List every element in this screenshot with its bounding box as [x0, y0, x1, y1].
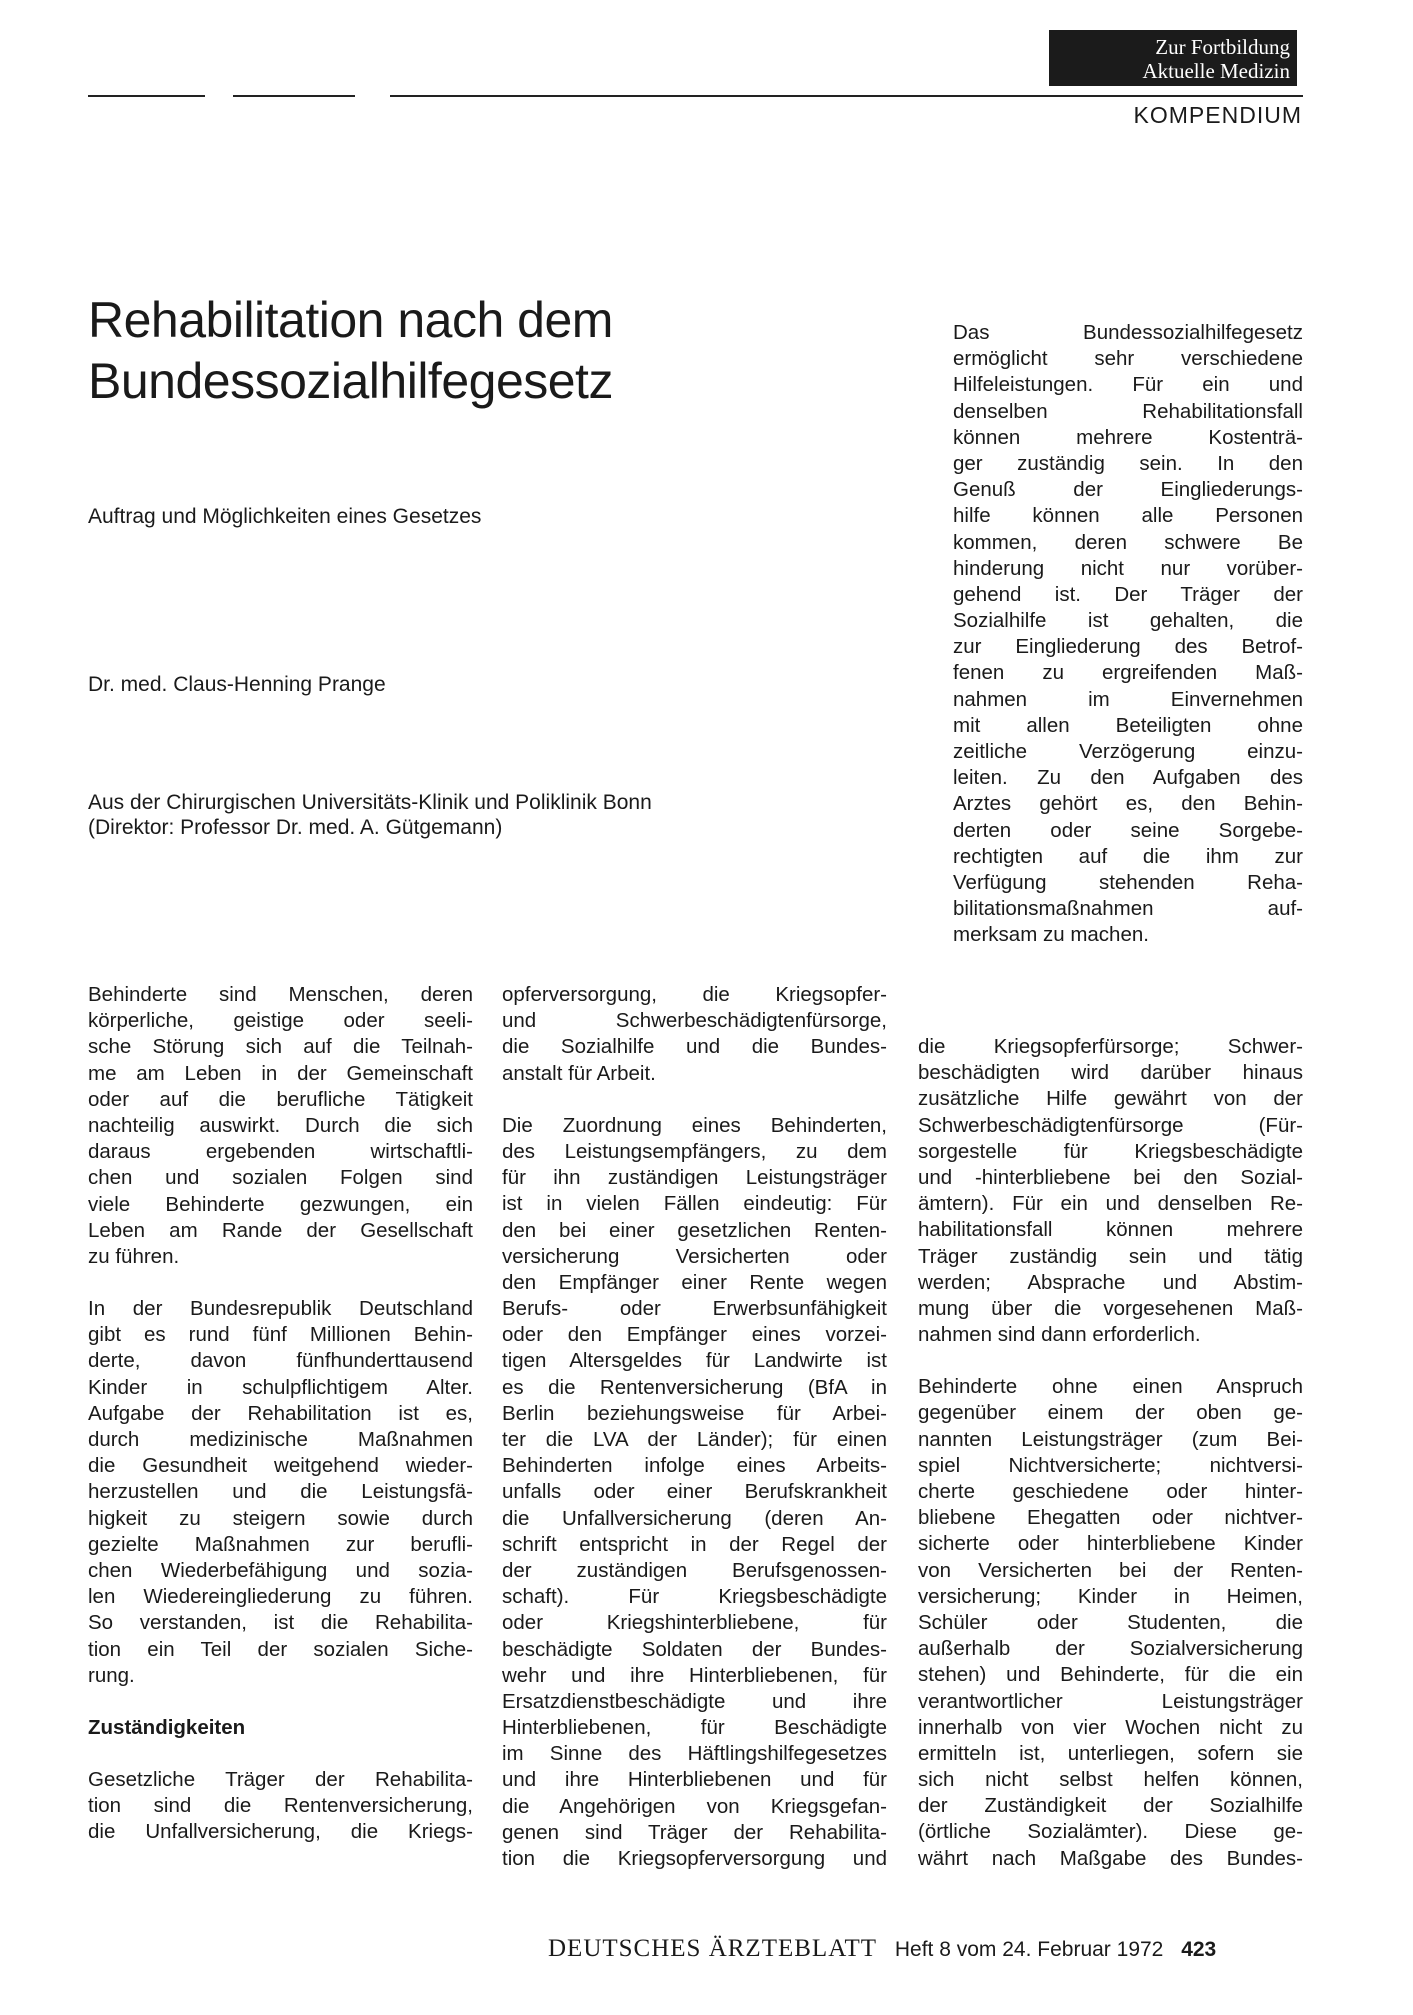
article-author: Dr. med. Claus-Henning Prange [88, 673, 386, 696]
text-line: Verfügung stehenden Reha- [953, 870, 1303, 894]
author-affiliation [88, 790, 652, 840]
journal-name: DEUTSCHES ÄRZTEBLATT [548, 1935, 878, 1962]
text-line: tion sind die Rentenversicherung, [88, 1794, 473, 1818]
text-line: anstalt für Arbeit. [502, 1061, 656, 1085]
text-line: währt nach Maßgabe des Bundes- [918, 1846, 1303, 1870]
text-line: verantwortlicher Leistungsträger [918, 1689, 1303, 1713]
text-line: Träger zuständig sein und tätig [918, 1244, 1303, 1268]
affiliation-line: (Direktor: Professor Dr. med. A. Gütgemann) [88, 816, 503, 839]
text-line: chen und sozialen Folgen sind [88, 1166, 473, 1190]
text-line: tion ein Teil der sozialen Siche- [88, 1637, 473, 1661]
text-line: derte, davon fünfhunderttausend [88, 1349, 473, 1373]
text-line: ger zuständig sein. In den [953, 451, 1303, 475]
text-line: tigen Altersgeldes für Landwirte ist [502, 1349, 887, 1373]
text-line: bliebene Ehegatten oder nichtver- [918, 1506, 1303, 1530]
section-label-box [1049, 30, 1297, 86]
label-line-1: Zur Fortbildung [1155, 35, 1290, 59]
text-line: chen Wiederbefähigung und sozia- [88, 1558, 473, 1582]
text-line: ter die LVA der Länder); für einen [502, 1428, 887, 1451]
text-line: den bei einer gesetzlichen Renten- [502, 1218, 887, 1242]
article-title [88, 290, 848, 412]
text-line: genen sind Träger der Rehabilita- [502, 1820, 887, 1844]
text-line: und -hinterbliebene bei den Sozial- [918, 1165, 1303, 1189]
text-line: leiten. Zu den Aufgaben des [953, 766, 1303, 790]
text-line: Gesetzliche Träger der Rehabilita- [88, 1768, 473, 1792]
text-line: gezielte Maßnahmen zur berufli- [88, 1532, 473, 1556]
text-line: Arztes gehört es, den Behin- [953, 792, 1303, 816]
text-line: daraus ergebenden wirtschaftli- [88, 1140, 473, 1164]
page-number: 423 [1181, 1938, 1217, 1961]
text-line: herzustellen und die Leistungsfä- [88, 1480, 473, 1504]
text-line: im Sinne des Häftlingshilfegesetzes [502, 1742, 887, 1766]
text-line: wehr und ihre Hinterbliebenen, für [502, 1663, 887, 1687]
text-line: sich nicht selbst helfen können, [918, 1768, 1303, 1792]
text-line: Hilfeleistungen. Für ein und [953, 373, 1303, 397]
article-subtitle: Auftrag und Möglichkeiten eines Gesetzes [88, 505, 482, 528]
text-line: für ihn zuständigen Leistungsträger [502, 1166, 887, 1190]
page-footer [548, 1935, 1303, 1965]
text-line: me am Leben in der Gemeinschaft [88, 1061, 473, 1085]
header-rule-segment [88, 95, 205, 97]
issue-info: Heft 8 vom 24. Februar 1972 [894, 1938, 1164, 1961]
text-line: Behinderten infolge eines Arbeits- [502, 1454, 887, 1478]
text-line: oder auf die berufliche Tätigkeit [88, 1087, 473, 1111]
text-line: Behinderte sind Menschen, deren [88, 983, 473, 1006]
text-line: die Kriegsopferfürsorge; Schwer- [918, 1035, 1303, 1058]
abstract [953, 320, 1303, 949]
paragraph [918, 1034, 1303, 1348]
text-line: rung. [88, 1663, 135, 1687]
text-line: Die Zuordnung eines Behinderten, [502, 1113, 887, 1137]
affiliation-line: Aus der Chirurgischen Universitäts-Klinik und Poliklinik Bonn [88, 791, 652, 814]
text-line: ermöglicht sehr verschiedene [953, 347, 1303, 371]
text-line: der Zuständigkeit der Sozialhilfe [918, 1794, 1303, 1818]
text-line: tion die Kriegsopferversorgung und [502, 1847, 887, 1870]
text-line: schrift entspricht in der Regel der [502, 1532, 887, 1556]
text-line: derten oder seine Sorgebe- [953, 818, 1303, 842]
text-line: Aufgabe der Rehabilitation ist es, [88, 1401, 473, 1425]
text-line: sche Störung sich auf die Teilnah- [88, 1035, 473, 1059]
text-line: Sozialhilfe ist gehalten, die [953, 609, 1303, 633]
text-line: nahmen sind dann erforderlich. [918, 1323, 1201, 1347]
text-line: Schüler oder Studenten, die [918, 1610, 1303, 1634]
text-line: hinderung nicht nur vorüber- [953, 556, 1303, 580]
text-line: oder den Empfänger eines vorzei- [502, 1323, 887, 1347]
text-line: die Gesundheit weitgehend wieder- [88, 1454, 473, 1478]
text-line: durch medizinische Maßnahmen [88, 1428, 473, 1451]
text-line: rechtigten auf die ihm zur [953, 844, 1303, 868]
title-line-2: Bundessozialhilfegesetz [88, 353, 613, 409]
text-line: Ersatzdienstbeschädigte und ihre [502, 1689, 887, 1713]
text-line: können mehrere Kostenträ- [953, 425, 1303, 449]
text-line: Leben am Rande der Gesellschaft [88, 1218, 473, 1242]
text-line: ermitteln ist, unterliegen, sofern sie [918, 1741, 1303, 1765]
text-line: zu führen. [88, 1244, 180, 1268]
text-line: den Empfänger einer Rente wegen [502, 1270, 887, 1294]
paragraph [918, 1374, 1303, 1872]
text-line: zeitliche Verzögerung einzu- [953, 740, 1303, 763]
text-line: nahmen im Einvernehmen [953, 687, 1303, 711]
text-line: innerhalb von vier Wochen nicht zu [918, 1715, 1303, 1739]
text-line: habilitationsfall können mehrere [918, 1218, 1303, 1242]
header-rule-segment [233, 95, 355, 97]
text-line: schaft). Für Kriegsbeschädigte [502, 1585, 887, 1609]
text-line: merksam zu machen. [953, 923, 1149, 947]
text-line: sorgestelle für Kriegsbeschädigte [918, 1139, 1303, 1163]
text-line: versicherung; Kinder in Heimen, [918, 1584, 1303, 1608]
section-title: KOMPENDIUM [1133, 102, 1302, 128]
text-line: die Unfallversicherung, die Kriegs- [88, 1820, 473, 1844]
title-line-1: Rehabilitation nach dem [88, 292, 613, 348]
text-line: gibt es rund fünf Millionen Behin- [88, 1323, 473, 1347]
text-line: außerhalb der Sozialversicherung [918, 1637, 1303, 1661]
text-line: des Leistungsempfängers, zu dem [502, 1139, 887, 1163]
text-line: zur Eingliederung des Betrof- [953, 635, 1303, 659]
text-line: denselben Rehabilitationsfall [953, 399, 1303, 423]
text-line: In der Bundesrepublik Deutschland [88, 1297, 473, 1321]
text-line: Schwerbeschädigtenfürsorge (Für- [918, 1113, 1303, 1137]
text-line: die Unfallversicherung (deren An- [502, 1506, 887, 1530]
text-line: die Angehörigen von Kriegsgefan- [502, 1794, 887, 1818]
paragraph [88, 1296, 473, 1689]
body-column-1 [88, 982, 473, 1872]
text-line: zusätzliche Hilfe gewährt von der [918, 1087, 1303, 1111]
text-line: Kinder in schulpflichtigem Alter. [88, 1375, 473, 1399]
text-line: ist in vielen Fällen eindeutig: Für [502, 1192, 887, 1216]
text-line: Das Bundessozialhilfegesetz [953, 321, 1303, 344]
text-line: und Schwerbeschädigtenfürsorge, [502, 1009, 887, 1033]
text-line: kommen, deren schwere Be [953, 530, 1303, 554]
text-line: stehen) und Behinderte, für die ein [918, 1663, 1303, 1687]
text-line: nachteilig auswirkt. Durch die sich [88, 1113, 473, 1137]
text-line: opferversorgung, die Kriegsopfer- [502, 983, 887, 1006]
text-line: Hinterbliebenen, für Beschädigte [502, 1716, 887, 1740]
text-line: mit allen Beteiligten ohne [953, 713, 1303, 737]
text-line: es die Rentenversicherung (BfA in [502, 1375, 887, 1399]
text-line: higkeit zu steigern sowie durch [88, 1506, 473, 1530]
text-line: sicherte oder hinterbliebene Kinder [918, 1532, 1303, 1556]
text-line: gegenüber einem der oben ge- [918, 1401, 1303, 1425]
label-line-2: Aktuelle Medizin [1142, 59, 1290, 83]
text-line: hilfe können alle Personen [953, 504, 1303, 528]
paragraph [502, 1113, 887, 1872]
text-line: viele Behinderte gezwungen, ein [88, 1192, 473, 1216]
text-line: von Versicherten bei der Renten- [918, 1558, 1303, 1582]
text-line: gehend ist. Der Träger der [953, 582, 1303, 606]
text-line: nannten Leistungsträger (zum Bei- [918, 1427, 1303, 1451]
text-line: oder Kriegshinterbliebene, für [502, 1611, 887, 1635]
text-line: ämtern). Für ein und denselben Re- [918, 1192, 1303, 1216]
text-line: spiel Nichtversicherte; nichtversi- [918, 1453, 1303, 1477]
text-line: der zuständigen Berufsgenossen- [502, 1558, 887, 1582]
text-line: werden; Absprache und Abstim- [918, 1270, 1303, 1294]
text-line: Berufs- oder Erwerbsunfähigkeit [502, 1297, 887, 1321]
paragraph [88, 982, 473, 1270]
text-line: mung über die vorgesehenen Maß- [918, 1296, 1303, 1320]
text-line: bilitationsmaßnahmen auf- [953, 897, 1303, 921]
text-line: beschädigte Soldaten der Bundes- [502, 1637, 887, 1661]
text-line: körperliche, geistige oder seeli- [88, 1009, 473, 1033]
text-line: (örtliche Sozialämter). Diese ge- [918, 1820, 1303, 1844]
text-line: Genuß der Eingliederungs- [953, 478, 1303, 502]
text-line: beschädigten wird darüber hinaus [918, 1061, 1303, 1085]
text-line: unfalls oder einer Berufskrankheit [502, 1480, 887, 1504]
body-column-3 [918, 1034, 1303, 1898]
text-line: len Wiedereingliederung zu führen. [88, 1585, 473, 1609]
text-line: cherte geschiedene oder hinter- [918, 1480, 1303, 1503]
paragraph [88, 1767, 473, 1846]
body-column-2 [502, 982, 887, 1898]
section-heading: Zuständigkeiten [88, 1715, 246, 1739]
text-line: und ihre Hinterbliebenen und für [502, 1768, 887, 1792]
text-line: fenen zu ergreifenden Maß- [953, 661, 1303, 685]
text-line: Behinderte ohne einen Anspruch [918, 1375, 1303, 1399]
text-line: So verstanden, ist die Rehabilita- [88, 1611, 473, 1635]
header-rule-segment [390, 95, 1303, 97]
paragraph [502, 982, 887, 1087]
text-line: die Sozialhilfe und die Bundes- [502, 1035, 887, 1059]
text-line: versicherung Versicherten oder [502, 1244, 887, 1268]
text-line: Berlin beziehungsweise für Arbei- [502, 1401, 887, 1425]
